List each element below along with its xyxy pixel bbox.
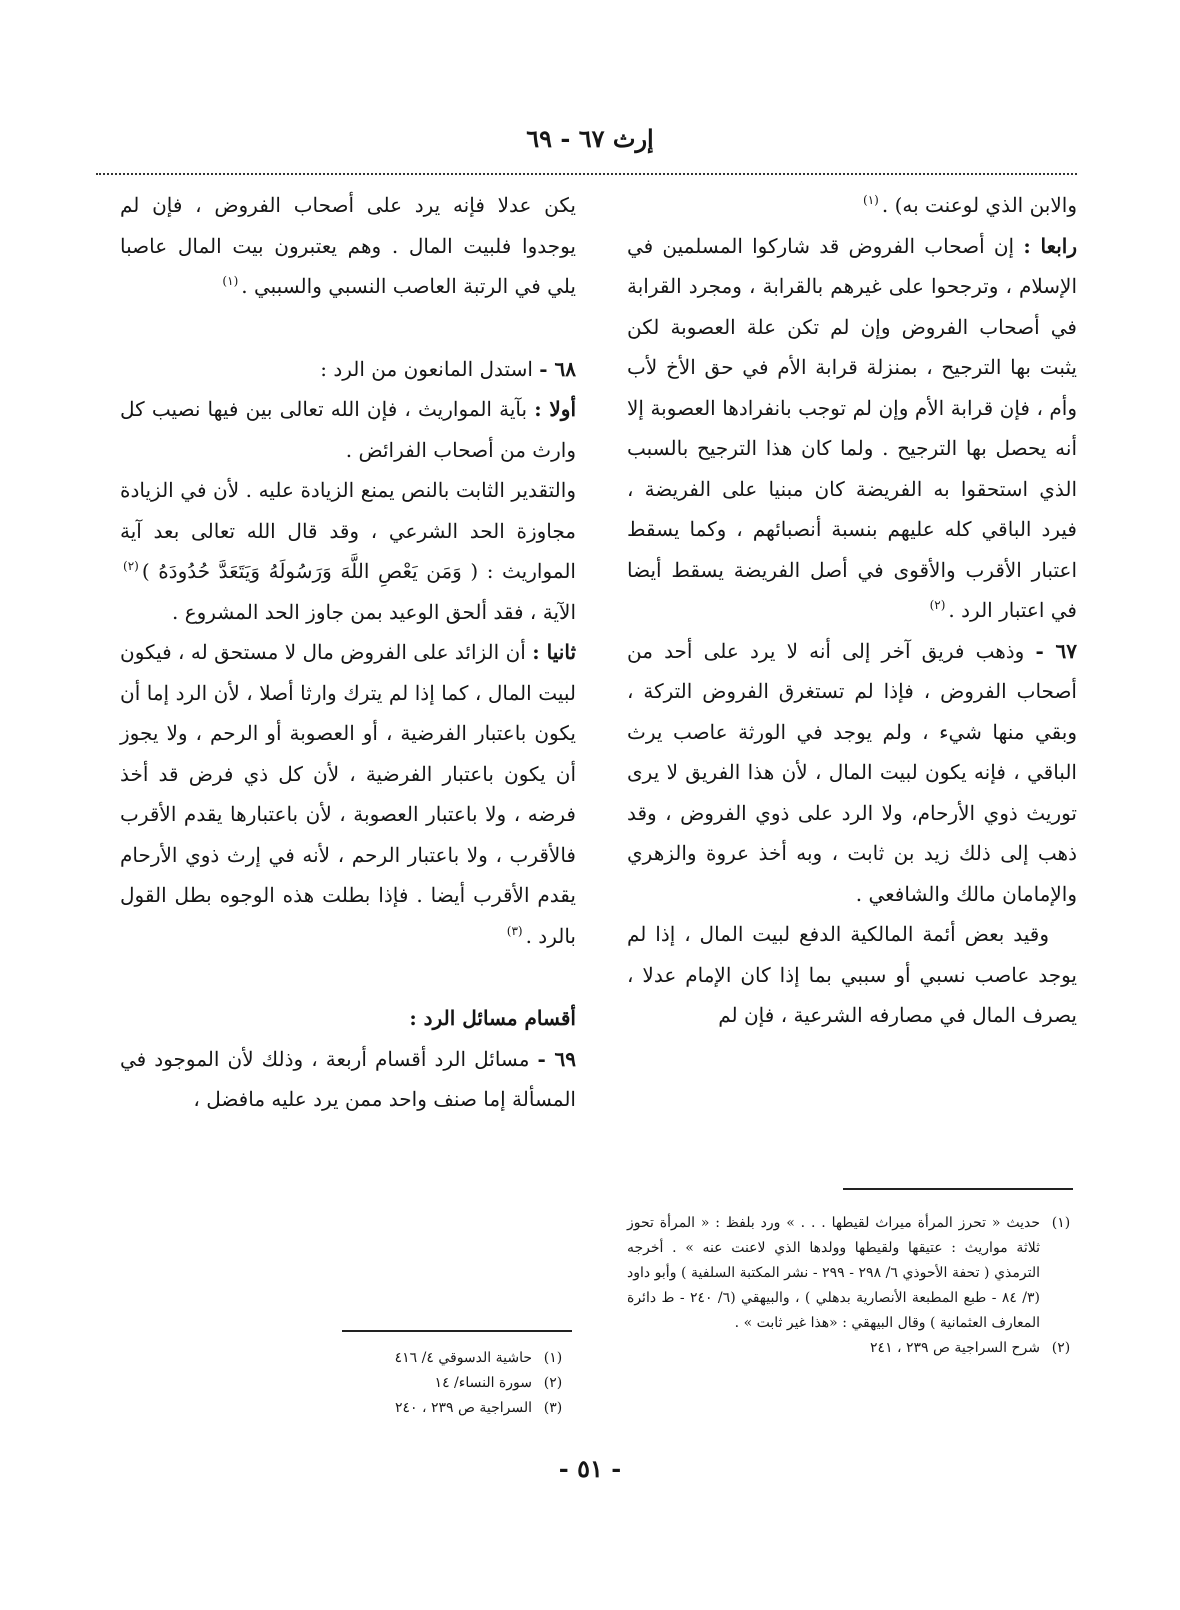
header-divider	[96, 173, 1077, 175]
paragraph-text: والتقدير الثابت بالنص يمنع الزيادة عليه . لأن في الزيادة مجاوزة الحد الشرعي ، وقد قال الله تعالى بعد آية المواريث : ( وَمَن يَعْصِ اللَّهَ وَرَسُولَهُ وَيَتَعَدَّ حُدُودَهُ )	[120, 478, 576, 583]
paragraph-lead: رابعا :	[1023, 233, 1078, 258]
footnote	[274, 1371, 574, 1396]
footnote-ref: (٢)	[929, 598, 946, 613]
paragraph-68	[120, 349, 576, 390]
paragraph-continuation	[627, 185, 1077, 226]
footnote-text: حاشية الدسوقي ٤/ ٤١٦	[394, 1350, 532, 1366]
footnote	[627, 1336, 1082, 1361]
paragraph-fourthly	[627, 226, 1077, 631]
paragraph-secondly	[120, 632, 576, 956]
spacer	[120, 307, 576, 349]
footnote-marker: (٢)	[1051, 1340, 1071, 1356]
section-heading: أقسام مسائل الرد :	[409, 1006, 576, 1030]
left-column	[120, 185, 576, 1120]
paragraph-text: وقيد بعض أئمة المالكية الدفع لبيت المال ، إذا لم يوجد عاصب نسبي أو سببي بما إذا كان الإمام عدلا ، يصرف المال في مصارفه الشرعية ، فإن لم	[627, 922, 1077, 1027]
paragraph-lead: ثانيا :	[532, 640, 577, 664]
paragraph-text: الآية ، فقد ألحق الوعيد بمن جاوز الحد المشروع .	[171, 599, 576, 624]
footnotes-left	[274, 1346, 574, 1421]
paragraph-number: ٦٩ -	[537, 1046, 576, 1071]
paragraph-text: وذهب فريق آخر إلى أنه لا يرد على أحد من أصحاب الفروض ، فإذا لم تستغرق الفروض التركة ، وبقي منها شيء ، ولم يوجد في الورثة عاصب يرث الباقي ، فإنه يكون لبيت المال ، لأن هذا الفريق لا يرى توريث ذوي الأرحام، ولا الرد على ذوي الفروض ، وقد ذهب إلى ذلك زيد بن ثابت ، وبه أخذ عروة والزهري والإمامان مالك والشافعي .	[627, 638, 1077, 906]
paragraph-text: إن أصحاب الفروض قد شاركوا المسلمين في الإسلام ، وترجحوا على غيرهم بالقرابة ، ومجرد القرابة في أصحاب الفروض وإن لم تكن علة العصوبة لكن يثبت بها الترجيح ، بمنزلة قرابة الأم في حق الأخ لأب وأم ، فإن قرابة الأم وإن لم توجب بانفرادها العصوبة إلا أنه يحصل بها الترجيح . ولما كان هذا الترجيح بالسبب الذي استحقوا به الفريضة كان مبنيا على الفريضة ، فيرد الباقي كله عليهم بنسبة أنصبائهم ، وكما يسقط اعتبار الأقرب والأقوى في أصل الفريضة يسقط أيضا في اعتبار الرد .	[627, 233, 1077, 622]
paragraph-number: ٦٨ -	[539, 356, 576, 381]
footnote	[274, 1396, 574, 1421]
footnote-text: السراجية ص ٢٣٩ ، ٢٤٠	[394, 1400, 532, 1416]
footnote-ref: (١)	[863, 193, 879, 208]
paragraph-67	[627, 631, 1077, 915]
footnote	[627, 1211, 1082, 1336]
paragraph-maliki	[627, 914, 1077, 1036]
footnote-marker: (١)	[1051, 1215, 1071, 1231]
running-header: إرث ٦٧ - ٦٩	[526, 124, 654, 153]
footnote	[274, 1346, 574, 1371]
footnote-ref: (١)	[222, 274, 239, 289]
paragraph-text: يكن عدلا فإنه يرد على أصحاب الفروض ، فإن لم يوجدوا فلبيت المال . وهم يعتبرون بيت المال عاصبا يلي في الرتبة العاصب النسبي والسببي .	[120, 193, 576, 298]
paragraph-number: ٦٧ -	[1035, 638, 1078, 663]
footnotes-right	[627, 1211, 1082, 1361]
footnote-marker: (٣)	[543, 1400, 563, 1416]
paragraph-text: أن الزائد على الفروض مال لا مستحق له ، فيكون لبيت المال ، كما إذا لم يترك وارثا أصلا ، لأن الرد إما أن يكون باعتبار الفرضية ، أو العصوبة أو الرحم ، ولا يجوز أن يكون باعتبار الفرضية ، لأن كل ذي فرض قد أخذ فرضه ، ولا باعتبار العصوبة ، لأن باعتبارها يقدم الأقرب فالأقرب ، ولا باعتبار الرحم ، لأنه في إرث ذوي الأرحام يقدم الأقرب أيضا . فإذا بطلت هذه الوجوه بطل القول بالرد .	[120, 640, 577, 948]
paragraph-lead: أولا :	[534, 397, 577, 421]
footnote-divider	[342, 1330, 572, 1332]
footnote-text: شرح السراجية ص ٢٣٩ ، ٢٤١	[870, 1340, 1040, 1356]
footnote-ref: (٣)	[506, 923, 523, 938]
footnote-text: حديث « تحرز المرأة ميراث لقيطها . . . » ورد بلفظ : « المرأة تحوز ثلاثة مواريث : عتيقها ولقيطها وولدها الذي لاعنت عنه » . أخرجه الترمذي ( تحفة الأحوذي ٦/ ٢٩٨ - ٢٩٩ - نشر المكتبة السلفية ) وأبو داود (٣/ ٨٤ - طبع المطبعة الأنصارية بدهلي ) ، والبيهقي (٦/ ٢٤٠ - ط دائرة المعارف العثمانية ) وقال البيهقي : «هذا غير ثابت » .	[627, 1215, 1041, 1331]
paragraph-69	[120, 1039, 576, 1120]
footnote-marker: (٢)	[543, 1375, 563, 1391]
paragraph-text: بآية المواريث ، فإن الله تعالى بين فيها نصيب كل وارث من أصحاب الفرائض .	[120, 397, 576, 462]
paragraph-text: مسائل الرد أقسام أربعة ، وذلك لأن الموجود في المسألة إما صنف واحد ممن يرد عليه مافضل ،	[120, 1046, 576, 1111]
footnote-text: سورة النساء/ ١٤	[434, 1375, 532, 1391]
paragraph-text: استدل المانعون من الرد :	[320, 356, 533, 381]
spacer	[120, 956, 576, 998]
paragraph-text: والابن الذي لوعنت به) .	[881, 193, 1077, 217]
footnote-ref: (٢)	[123, 559, 139, 574]
paragraph-estimation	[120, 470, 576, 632]
right-column	[627, 185, 1077, 1036]
page-number: - ٥١ -	[558, 1454, 622, 1483]
footnote-marker: (١)	[543, 1350, 563, 1366]
paragraph-continuation	[120, 185, 576, 307]
paragraph-firstly	[120, 389, 576, 470]
footnote-divider	[843, 1188, 1073, 1190]
